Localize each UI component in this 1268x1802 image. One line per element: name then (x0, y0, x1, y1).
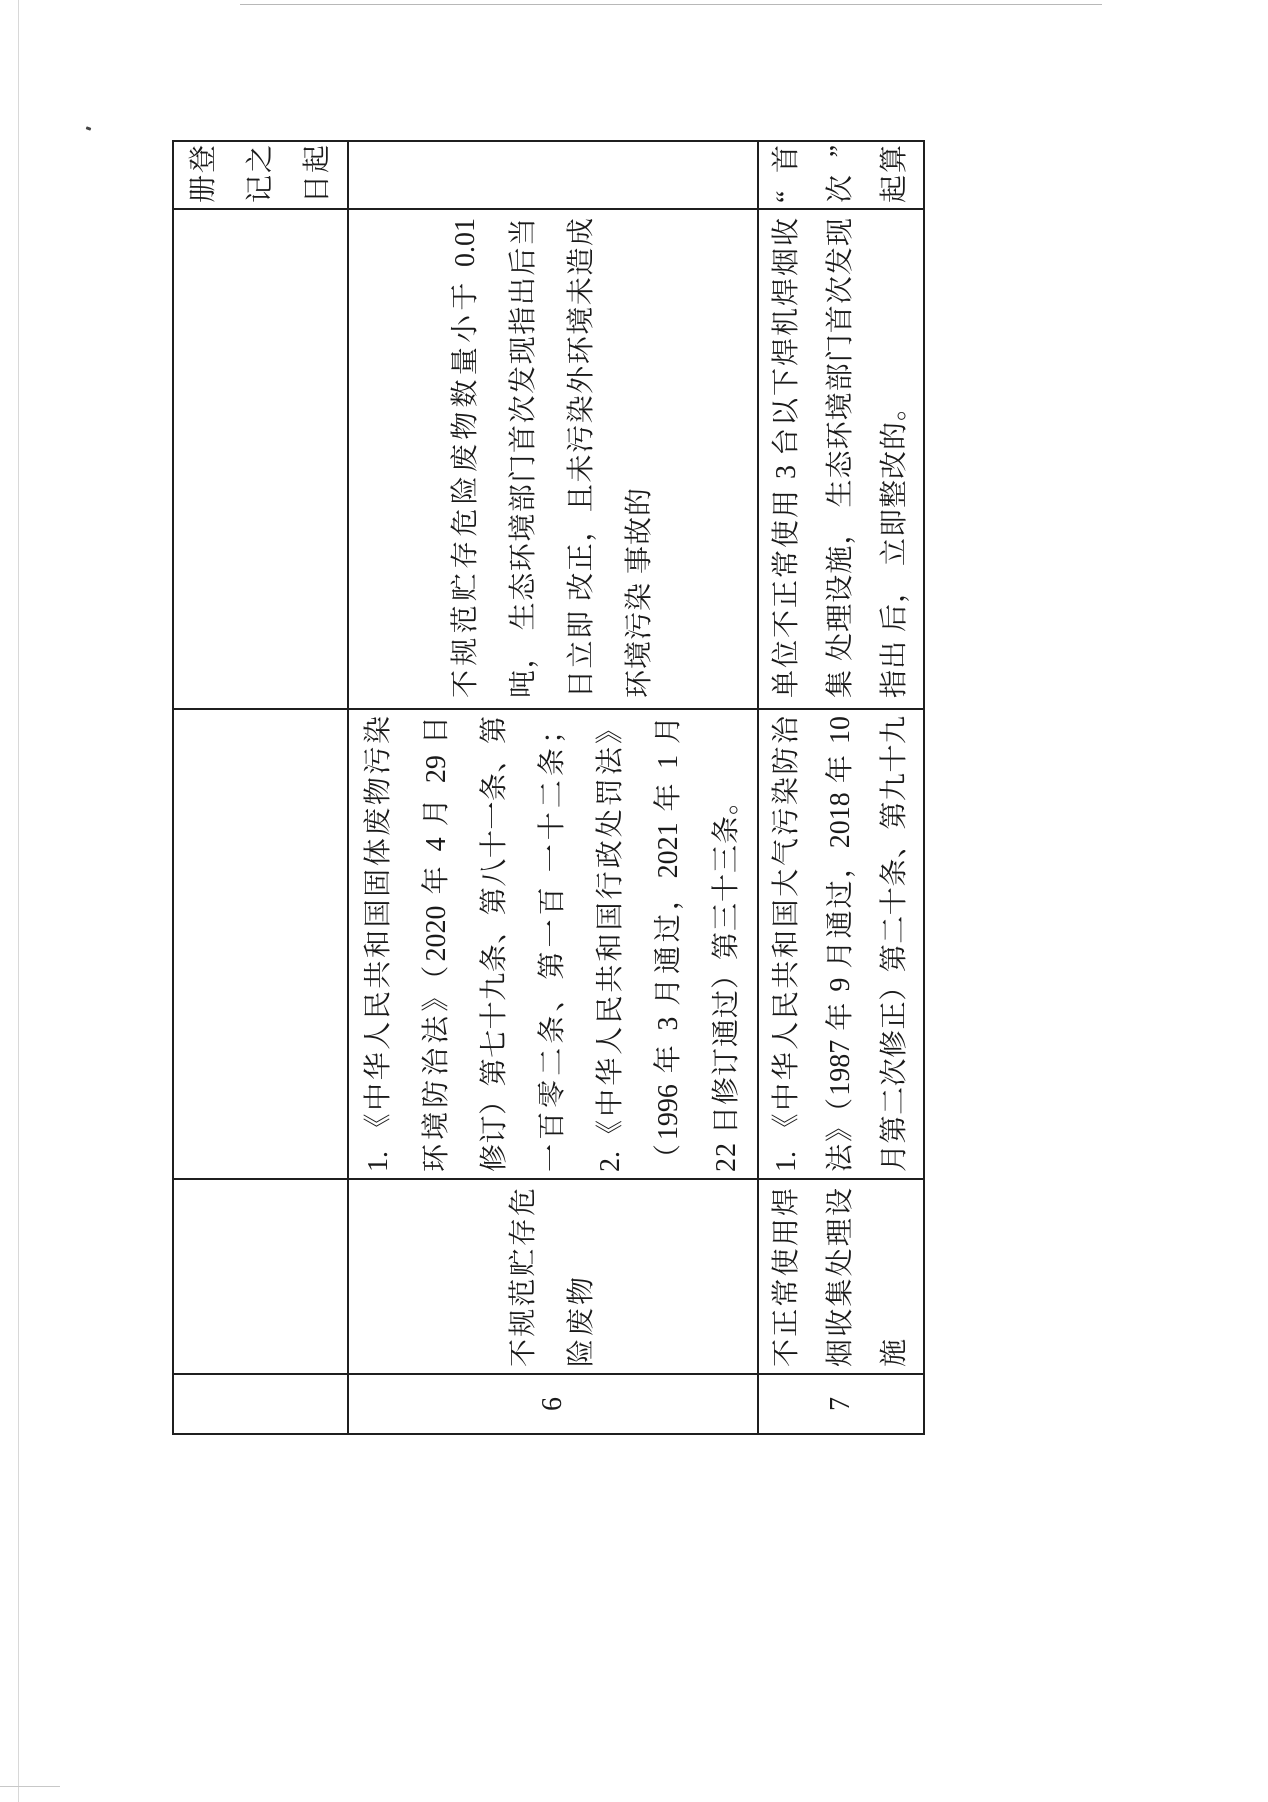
row-6-item-cell (349, 1180, 757, 1373)
row-6-basis-cell (349, 710, 757, 1178)
condition-line: 日立即 改正，且未污染外环境未造成 (566, 218, 597, 698)
note-line: “首 (771, 145, 802, 203)
item-line: 烟收集处理设 (825, 1188, 856, 1367)
basis-line: 2.《中华人民共和国行政处罚法》 (595, 716, 626, 1172)
row-cont-basis-cell (174, 710, 347, 1178)
condition-line: 吨， 生态环境部门首次发现指出后当 (508, 218, 539, 698)
condition-line: 指出 后， 立即整改的。 (879, 391, 910, 698)
row-7-basis-cell (759, 710, 923, 1178)
row-6-condition-cell (349, 210, 757, 708)
basis-line: 1. 《中华人民共和国固体废物污染 (363, 716, 394, 1172)
note-line: 日起 (302, 145, 333, 203)
scan-edge-bottom-line (0, 1786, 60, 1787)
row-cont-condition-cell (174, 210, 347, 708)
item-line: 险废物 (566, 1273, 597, 1367)
basis-line: 1. 《中华人民共和国大气污染防治 (771, 716, 802, 1172)
row-6-number-cell (349, 1375, 757, 1433)
note-line: 次” (825, 145, 856, 203)
note-line: 记之 (245, 145, 276, 203)
regulation-table (172, 140, 925, 1435)
scan-edge-left-line (18, 0, 19, 1802)
basis-line: 环境防治法》（2020 年 4 月 29 日 (421, 716, 452, 1172)
rotated-table-frame (172, 140, 925, 1435)
basis-line: （1996 年 3 月通过，2021 年 1 月 (653, 716, 684, 1172)
item-line: 不规范贮存危 (508, 1188, 539, 1367)
condition-line: 环境污染 事故的 (624, 486, 655, 698)
row-7-note-cell (759, 142, 923, 208)
basis-line: 月第二次修正）第二十条、第九十九 (879, 716, 910, 1172)
row-6-note-cell (349, 142, 757, 208)
row-number: 6 (537, 1397, 568, 1411)
scan-edge-top-line (240, 4, 1102, 5)
basis-line: 一百零二条、第一百 一十二条； (537, 716, 568, 1172)
row-number: 7 (825, 1397, 856, 1411)
row-7-item-cell (759, 1180, 923, 1373)
basis-line: 法》（1987 年 9 月通过，2018 年 10 (825, 716, 856, 1172)
row-cont-note-cell (174, 142, 347, 208)
row-7-number-cell (759, 1375, 923, 1433)
basis-line: 22 日修订通过）第三十三条。 (711, 785, 742, 1172)
condition-line: 不规范贮存危险废物数量小于 0.01 (450, 218, 481, 698)
basis-line: 修订）第七十九条、第八十一条、第 (479, 716, 510, 1172)
item-line: 不正常使用焊 (771, 1188, 802, 1367)
condition-line: 单位不正常使用 3 台以下焊机焊烟收 (771, 218, 802, 698)
row-cont-number-cell (174, 1375, 347, 1433)
row-7-condition-cell (759, 210, 923, 708)
row-cont-item-cell (174, 1180, 347, 1373)
item-line: 施 (879, 1335, 910, 1367)
note-line: 册登 (188, 145, 219, 203)
note-line: 起算 (879, 145, 910, 203)
scan-speck (86, 126, 92, 131)
condition-line: 集 处理设施， 生态环境部门首次发现 (825, 218, 856, 698)
